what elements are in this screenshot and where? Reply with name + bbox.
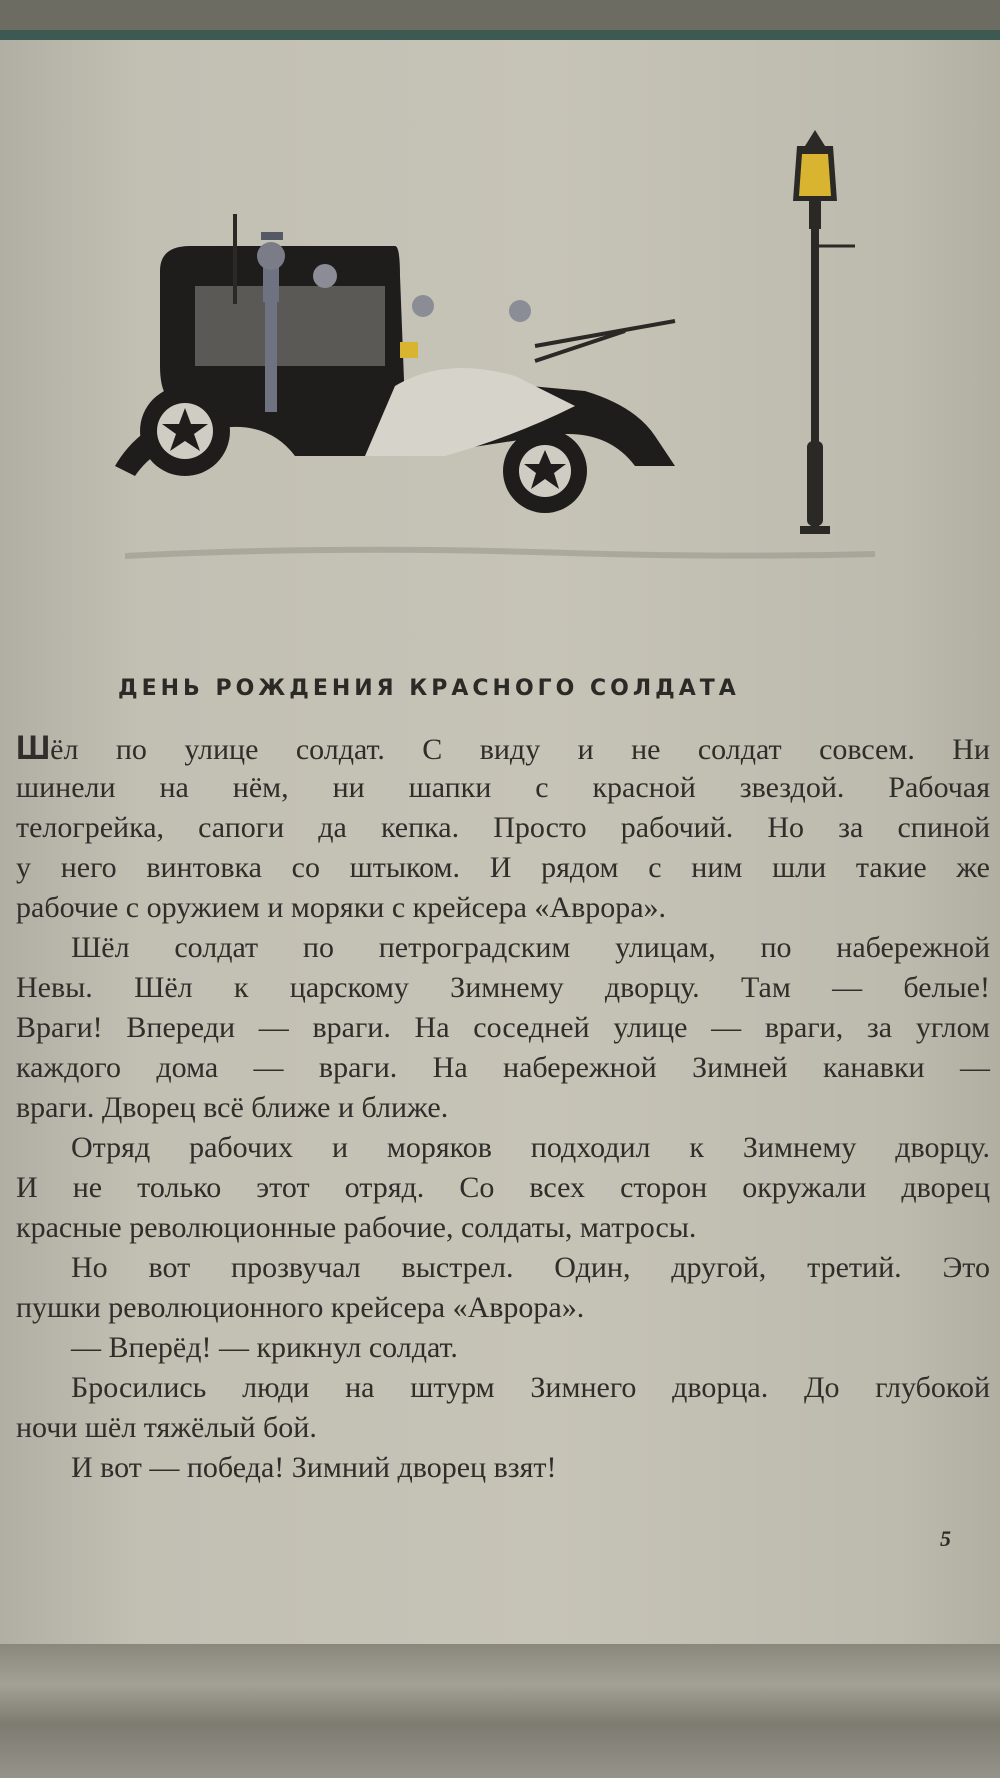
text-line: телогрейка, сапоги да кепка. Просто рабочий. Но за спиной [16, 811, 990, 844]
car [115, 214, 675, 513]
text-line: И вот — победа! Зимний дворец взят! [71, 1451, 557, 1484]
text-line: И не только этот отряд. Со всех сторон окружали дворец [16, 1171, 990, 1204]
text-line: у него винтовка со штыком. И рядом с ним шли такие же [16, 851, 990, 884]
page-edge [0, 30, 1000, 40]
text-line: Враги! Впереди — враги. На соседней улице — враги, за углом [16, 1011, 990, 1044]
text-line: красные революционные рабочие, солдаты, матросы. [16, 1211, 697, 1244]
story-text [16, 728, 990, 1488]
background-cloth [0, 1644, 1000, 1778]
book-page [0, 36, 1000, 1644]
text-line: Бросились люди на штурм Зимнего дворца. До глубокой [71, 1371, 990, 1404]
text-line: каждого дома — враги. На набережной Зимней канавки — [16, 1051, 990, 1084]
car-and-lamp-illustration [115, 106, 895, 576]
text-line: враги. Дворец всё ближе и ближе. [16, 1091, 449, 1124]
page-number: 5 [940, 1526, 951, 1551]
text-line: — Вперёд! — крикнул солдат. [71, 1331, 458, 1364]
text-line: рабочие с оружием и моряки с крейсера «Аврора». [16, 891, 667, 924]
text-line: Отряд рабочих и моряков подходил к Зимнему дворцу. [71, 1131, 990, 1164]
text-line: пушки революционного крейсера «Аврора». [16, 1291, 585, 1324]
street-lamp [793, 130, 855, 534]
text-line: Невы. Шёл к царскому Зимнему дворцу. Там — белые! [16, 971, 990, 1004]
text-line: ёл по улице солдат. С виду и не солдат совсем. Ни [50, 733, 990, 766]
drop-cap: Ш [16, 729, 51, 767]
text-line [16, 728, 990, 768]
text-line: ночи шёл тяжёлый бой. [16, 1411, 317, 1444]
text-line: шинели на нём, ни шапки с красной звездой. Рабочая [16, 771, 990, 804]
text-line: Но вот прозвучал выстрел. Один, другой, третий. Это [71, 1251, 990, 1284]
chapter-heading: ДЕНЬ РОЖДЕНИЯ КРАСНОГО СОЛДАТА [118, 676, 740, 701]
text-line: Шёл солдат по петроградским улицам, по набережной [71, 931, 990, 964]
